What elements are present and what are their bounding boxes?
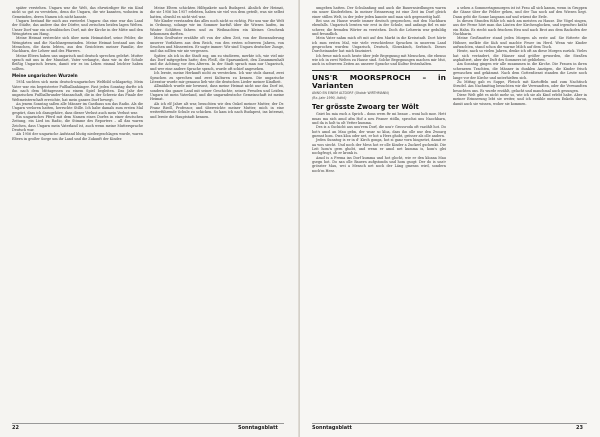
footer-rule <box>312 423 587 424</box>
article-series-title <box>312 74 446 90</box>
paragraph: In diesen Stunden fühle ich mich am meisten zu Hause. Die Vögel singen, aus der Ferne hört man das Läuten der Kirchenglocken, und irgendwo kräht ein Hahn. Es riecht nach frischem Heu und nach Brot aus dem Backofen der Nachbarin. <box>453 19 587 37</box>
right-page-column-1 <box>312 6 446 173</box>
paragraph: Heute, nach so vielen Jahren, denke ich oft an diese Morgen zurück. Vieles hat sich verändert, die Häuser sind größer geworden, die Straßen asphaltiert, aber der Duft des Sommers ist geblieben. <box>453 49 587 63</box>
paragraph: Jeden Sunntog is er in d' Kirch gonga, hot si ganz vorn hingsetzt, damit er aa wos siecht. Und noch der Mess hot er olle Kinder a Zuckerl gschenkt. Die Leit hom'n gern ghobt, und wenn er amol net kumma is, hom's glei nochgfrogt, ob er kronk is. <box>312 138 446 156</box>
paragraph: Meine Großmutter stand jeden Morgen als erste auf. Sie fütterte die Hühner, melkte die Kuh und machte Feuer im Herd. Wenn wir Kinder aufwachten, stand schon die warme Milch auf dem Tisch. <box>453 36 587 50</box>
paragraph: Mein Großvater erzählte oft von der alten Zeit, von der Einwanderung unserer Vorfahren aus dem Reich, von den ersten schweren Jahren, von Seuchen und Missernten. Er sagte immer: Wir sind Ungarn deutscher Zunge, und das sollten wir nie vergessen. <box>150 36 284 54</box>
paragraph: umgeben hatten. Der Schulanfang und auch die Bauernsiedlungen waren ein unser Kinderleben. In meiner Erinnerung ist eine Zeit im Dorf gleich einer stillen Welt, in der jeder jeden kannte und man sich gegenseitig half. <box>312 6 446 19</box>
paragraph: Am Sonntag gingen wir alle zusammen in die Kirche. Die Frauen in ihren schwarzen Trachten, die Männer in dunklen Anzügen, die Kinder frisch gewaschen und gekämmt. Nach dem Gottesdienst standen die Leute noch lange vor der Kirche und unterhielten sich. <box>453 62 587 80</box>
paragraph: Zu Mittag gab es Suppe, Fleisch mit Kartoffeln und zum Nachtisch Strudel. Am Nachmittag besuchten wir die Verwandten, oder die Verwandten besuchten uns. Es wurde erzählt, gelacht und manchmal auch gesungen. <box>453 79 587 93</box>
paragraph: Allmählich wurde mir bewusst, dass meine Heimat nicht nur das Dorf ist, sondern das ganze Land mit seiner Geschichte, seinen Freuden und Leiden. Ungarn ist mein Vaterland, und die ungarndeutsche Gemeinschaft ist meine Heimat. <box>150 84 284 102</box>
paragraph: Meine Eltern haben uns ungarisch und deutsch sprechen gelehrt. Mutter sprach mit uns in der Mundart, Vater verlangte, dass wir in der Schule fleißig Ungarisch lernen, damit wir es im Leben einmal leichter haben sollten. <box>12 53 143 71</box>
paragraph: Als ich elf Jahre alt war, besuchten wir den Onkel meiner Mutter, der Dr. Franz Riedl, Professor, und überreichte meiner Mutter, mich in eine weiterführende Schule zu schicken. So kam ich nach Budapest, ins Internat, und lernte die Hauptstadt kennen. <box>150 101 284 119</box>
paragraph: Mein Vater nahm mich oft mit auf den Markt in die Kreisstadt. Dort hörte ich zum ersten Mal, wie viele verschiedene Sprachen in unserem Land gesprochen wurden: Ungarisch, Deutsch, Slowakisch, Serbisch. Dieses Durcheinander hat mich fasziniert. <box>312 36 446 54</box>
paragraph: Diese Welt gibt es nicht mehr so, wie ich sie als Kind erlebt habe. Aber in meiner Erinnerung lebt sie weiter, und ich erzähle meinen Enkeln davon, damit auch sie wissen, woher sie kommen. <box>453 92 587 106</box>
paragraph: 1954 suchten sich mein deutsch-ungarisches Weltbild schlagartig. Mein Vater war ein begeisterter Fußballanhänger. Fast jeden Sonntag durfte ich ihn nach dem Mittagessen zu einem Spiel begleiten. Das Jahr der ungarischen Fußballwunder-Mannschaft, die in der Schweiz das Finale der Weltmeisterschaft erreichte, hat mein ganzes Dorf bewegt. <box>12 80 143 102</box>
paragraph: Ungarn bestand für mich aus zweierlei Ungarn: das eine war das Land der Städte, das andere das der Dörfer, und zwischen beiden lagen Welten. Unser Dorf war ein schwäbisches Dorf, mit der Kirche in der Mitte und den Weingärten am Hang. <box>12 19 143 37</box>
right-page-column-2 <box>453 6 587 106</box>
paragraph: Ein ungarisches Pferd mit dem Namen eines Dorfes in einer deutschen Zeitung, ein Lied im Radio, die Stimme des Reporters – all das waren Zeichen, dass Ungarn mein Vaterland ist, auch wenn meine Muttersprache Deutsch war. <box>12 114 143 132</box>
paragraph: Gsiet hu mia euch a Sprich – donn wern ftr mi beaue – woni hob moe. Hett muas ma sich amol afm Hof a neu Feaner stölln, sprochsi uns Naochbarn, und da is holt ta olt Vetter kumma. <box>312 112 446 125</box>
paragraph: An jenem Sonntag saßen alle Männer im Gasthaus um das Radio. Als die Ungarn verloren hatten, herrschte Stille. Ich habe damals zum ersten Mal gespürt, dass ich dazugehöre, dass dieser Verlust auch mein Verlust war. <box>12 101 143 115</box>
paragraph: Des is a Gschicht aus uns'rem Dorf, die uns'r Grossvoda oft vazöhlt hot. Do hot's amol an Mau gebn, der woar so kloa, dass ihn olle nur den Zwoarg gnennt hom. Owa kloa oder net, er hot a Herz ghobt, grösser als olle andern. <box>312 125 446 138</box>
paragraph: a sehen a Sommertagsmorgen ist ist Frau all sich kamm, wenn in Gruppen die Gänse über die Felder gehen, und der Tau noch auf den Wiesen liegt. Dann geht die Sonne langsam auf und wärmt die Erde. <box>453 6 587 19</box>
left-page-column-2 <box>150 6 284 119</box>
right-page <box>300 0 600 437</box>
article-byline-secondary: (Rz.-Jahr 1990, Ildikó) <box>312 96 347 101</box>
paragraph: Meine Eltern schickten Hilfspakete nach Budapest. Ähnlich der Heimat, die sie 1956 bis 1957 erlebten, haben sie viel von dem geteilt, was sie selbst hatten, obwohl es nicht viel war. <box>150 6 284 19</box>
page-number: 22 <box>12 425 19 431</box>
article-divider <box>312 70 446 71</box>
publication-name: Sonntagsblatt <box>312 425 352 431</box>
section-subheading: Meine ungarischen Wurzeln <box>12 73 78 79</box>
article-title: Ter grösste Zwoarg ter Wölt <box>312 103 419 112</box>
left-page-column-1 <box>12 6 143 141</box>
paragraph: Amol is a Frema ins Dorf kumma und hot glocht, wie er den kloana Mau gsegn hot. Do san olle Bauern aufgstondn und hom gsogt: Der do is uns'r grösster Mau, wei a Mensch net noch der Läng gmessn wird, sondern noch'm Herz. <box>312 155 446 173</box>
paragraph: Als 1956 der ungarische Aufstand blutig niedergeschlagen wurde, waren Eltern in großer Sorge um ihr Land und die Zukunft der Kinder. <box>12 132 143 141</box>
article-byline: ANNO EN EINEM ALTDORF (Otokár WIRTHMANN) <box>312 90 389 95</box>
paragraph: Später, als ich in die Stadt zog, um zu studieren, merkte ich, wie viel mir das Dorf mitgegeben hatte: den Fleiß, die Sparsamkeit, den Zusammenhalt und die Achtung vor den Älteren. In der Stadt sprach man nur Ungarisch, und wer eine andere Sprache sprach, wurde oft schief angesehen. <box>150 53 284 71</box>
publication-name: Sonntagsblatt <box>238 425 278 431</box>
article-series-title-suffix: – in Varianten <box>312 72 446 90</box>
paragraph: Bei uns zu Hause wurde immer deutsch gesprochen, mit den Nachbarn ebenfalls. Ungarisch lernten wir erst in der Schule, und anfangs fiel es mir schwer, die fremden Wörter zu verstehen. Doch die Lehrerin war geduldig und freundlich. <box>312 19 446 37</box>
footer-rule <box>12 423 284 424</box>
article-series-title-main: UNS'R MOORSPROCH <box>312 72 411 82</box>
paragraph: später verstehen. Ungarn war die Welt, das ehrwürdiger für ein Kind nicht so gut zu verstehen, denn die Ungarn, die wir kannten, wohnten in Gemeinden, deren Namen ich nicht kannte. <box>12 6 143 19</box>
page-number: 23 <box>576 425 583 431</box>
paragraph: Ich freue mich noch heute über jede Begegnung mit Menschen, die ebenso wie ich in zwei Welten zu Hause sind. Solche Begegnungen machen mir Mut, auch in schweren Zeiten an unserer Sprache und Kultur festzuhalten. <box>312 53 446 67</box>
paragraph: Ich lernte, meine Herkunft nicht zu verstecken. Ich war stolz darauf, zwei Sprachen zu sprechen und zwei Kulturen zu kennen. Die ungarische Literatur wurde mir genauso lieb wie die deutschen Lieder meiner Kindheit. <box>150 71 284 84</box>
paragraph: Wir Kinder verstanden das alles noch nicht so richtig. Für uns war die Welt in Ordnung, solange wir im Sommer barfuß über die Wiesen laufen, im Winter Schlitten fahren und zu Weihnachten ein kleines Geschenk bekommen durften. <box>150 19 284 37</box>
paragraph: Meine Heimat erstreckte sich über mein Heimatdorf, seine Felder, die Weingärten und die Nachbargemeinden. Meine Heimat bestand aus den Menschen, die darin lebten, aus den Gesichtern meiner Familie, der Nachbarn, der Lehrer und des Pfarrers. <box>12 36 143 54</box>
